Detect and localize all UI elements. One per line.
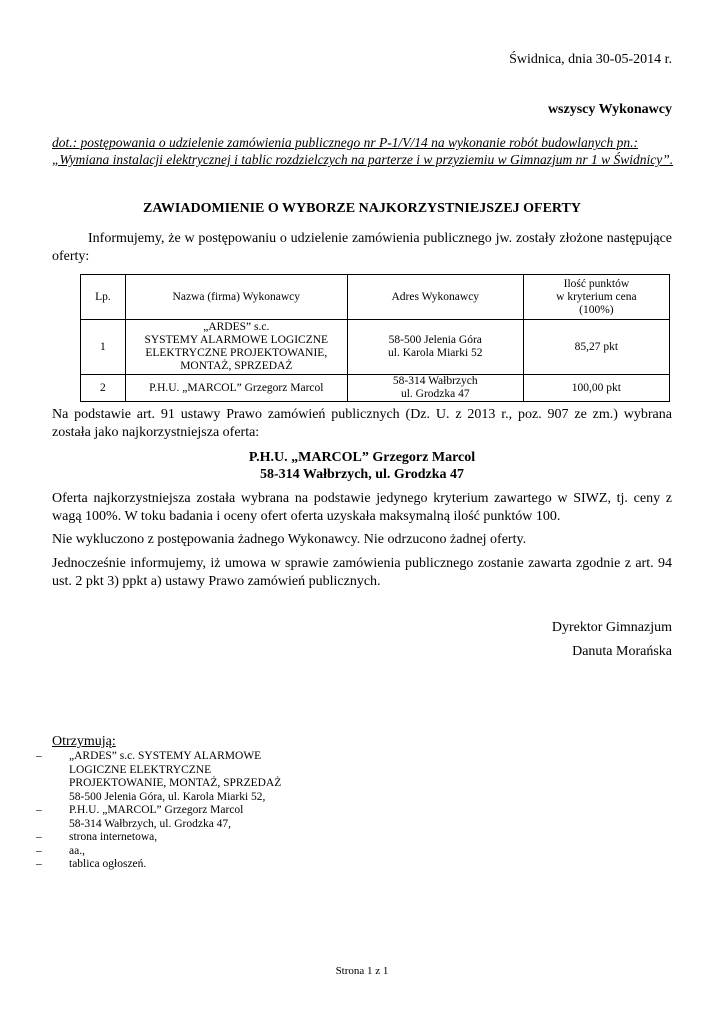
dash-bullet: – (36, 804, 42, 816)
cell-address: 58-500 Jelenia Góra ul. Karola Miarki 52 (347, 320, 523, 375)
dash-bullet: – (36, 844, 42, 857)
exclusions-paragraph: Nie wykluczono z postępowania żadnego Wykonawcy. Nie odrzucono żadnej oferty. (52, 532, 527, 547)
dash-bullet: – (36, 750, 42, 762)
table-header-row (81, 275, 670, 320)
list-item (36, 750, 356, 804)
table-row (81, 375, 670, 402)
header-address: Adres Wykonawcy (347, 275, 523, 320)
contract-paragraph: Jednocześnie informujemy, iż umowa w sprawie zamówienia publicznego zostanie zawarta zgodnie z art. 94 ust. 2 pkt 3) ppkt a) ustawy Prawo zamówień publicznych. (52, 556, 672, 589)
dash-bullet: – (36, 858, 42, 870)
recipients-list (36, 750, 356, 872)
recipient-item-text: tablica ogłoszeń. (69, 858, 147, 870)
header-points: Ilość punktów w kryterium cena (100%) (523, 275, 669, 320)
header-lp: Lp. (81, 275, 126, 320)
recipient-item-text: aa., (69, 844, 85, 857)
winner-address: 58-314 Wałbrzych, ul. Grodzka 47 (259, 467, 465, 482)
cell-lp: 1 (81, 320, 126, 375)
list-item (36, 804, 356, 831)
cell-points: 100,00 pkt (523, 375, 669, 402)
justification-paragraph: Oferta najkorzystniejsza została wybrana na podstawie jedynego kryterium zawartego w SIWZ, tj. ceny z wagą 100%. W toku badania i oceny ofert oferta uzyskała maksymalną ilość punktów 100. (52, 491, 672, 524)
intro-paragraph: Informujemy, że w postępowaniu o udzielenie zamówienia publicznego jw. zostały złożone następujące oferty: (52, 231, 672, 264)
list-item (36, 831, 356, 845)
recipient-item-text: P.H.U. „MARCOL” Grzegorz Marcol 58-314 Wałbrzych, ul. Grodzka 47, (69, 804, 244, 830)
subject-prefix: dot.: (52, 135, 78, 150)
subject-reference (52, 134, 676, 168)
recipient-item-text: „ARDES” s.c. SYSTEMY ALARMOWE LOGICZNE ELEKTRYCZNE PROJEKTOWANIE, MONTAŻ, SPRZEDAŻ 58-500 Jelenia Góra, ul. Karola Miarki 52, (69, 750, 282, 803)
header-name: Nazwa (firma) Wykonawcy (125, 275, 347, 320)
document-title: ZAWIADOMIENIE O WYBORZE NAJKORZYSTNIEJSZEJ OFERTY (143, 201, 581, 216)
winner-name: P.H.U. „MARCOL” Grzegorz Marcol (248, 450, 476, 465)
cell-name: P.H.U. „MARCOL” Grzegorz Marcol (125, 375, 347, 402)
cell-name: „ARDES” s.c. SYSTEMY ALARMOWE LOGICZNE ELEKTRYCZNE PROJEKTOWANIE, MONTAŻ, SPRZEDAŻ (125, 320, 347, 375)
recipient-line: wszyscy Wykonawcy (547, 102, 672, 117)
list-item (36, 845, 356, 859)
place-date: Świdnica, dnia 30-05-2014 r. (509, 52, 672, 67)
cell-points: 85,27 pkt (523, 320, 669, 375)
dash-bullet: – (36, 831, 42, 843)
signature-position: Dyrektor Gimnazjum (551, 620, 672, 635)
signature-name: Danuta Morańska (572, 644, 672, 659)
winner-block (0, 449, 724, 483)
table-row (81, 320, 670, 375)
page-footer: Strona 1 z 1 (335, 965, 389, 977)
offers-table (80, 274, 670, 402)
cell-address: 58-314 Wałbrzych ul. Grodzka 47 (347, 375, 523, 402)
recipients-title: Otrzymują: (52, 734, 116, 749)
cell-lp: 2 (81, 375, 126, 402)
recipient-item-text: strona internetowa, (69, 831, 158, 843)
legal-basis-paragraph: Na podstawie art. 91 ustawy Prawo zamówień publicznych (Dz. U. z 2013 r., poz. 907 ze zm.) wybrana została jako najkorzystniejsza oferta: (52, 407, 672, 440)
subject-text: postępowania o udzielenie zamówienia publicznego nr P-1/V/14 na wykonanie robót budowlanych pn.: „Wymiana instalacji elektrycznej i tablic rozdzielczych na parterze i w przyziemiu w Gimnazjum nr 1 w Świdnicy”. (52, 135, 674, 167)
list-item (36, 858, 356, 872)
